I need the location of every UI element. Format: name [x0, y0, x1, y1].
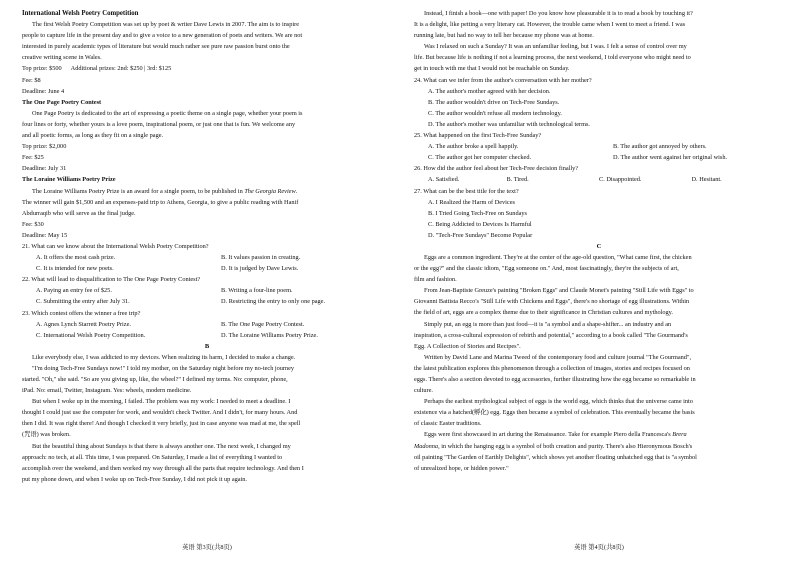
- passage-b-text: life. But because life is nothing if not a learning process, the next weekend, I told everyone who might need to: [414, 54, 691, 62]
- q27-option-a: A. I Realized the Harm of Devices: [428, 198, 515, 206]
- passage-b-text: Like everybody else, I was addicted to my devices. When realizing its harm, I decided to make a change.: [32, 353, 296, 361]
- onepage-text: One Page Poetry is dedicated to the art of expressing a poetic theme on a single page, whether your poem is: [32, 109, 303, 117]
- passage-b-text: (咒语) was broken.: [22, 431, 71, 439]
- passage-c-text: Simply put, an egg is more than just food—it is "a symbol and a shape-shifter... an industry and an: [424, 320, 672, 328]
- onepage-title: The One Page Poetry Contest: [22, 98, 102, 106]
- loraine-text-end: .: [295, 187, 298, 195]
- passage-b-text: accomplish over the weekend, and then worked my way through all the parts that require technology. And then I: [22, 464, 304, 472]
- passage-c-text: oil painting "The Garden of Earthly Delights", which shows yet another floating unhatched egg that is "a symbol: [414, 453, 697, 461]
- welsh-top-prize: Top prize: $500 Additional prizes: 2nd: $250 | 3rd: $125: [22, 65, 172, 73]
- q24-option-d: D. The author's mother was unfamiliar with technological terms.: [428, 120, 590, 128]
- passage-a-text: interested in purely academic types of literature but would much rather see pure raw passion burst onto the: [22, 43, 290, 51]
- q22-option-d: D. Restricting the entry to only one page.: [221, 298, 326, 306]
- loraine-fee: Fee: $30: [22, 220, 44, 228]
- journal-name: The Georgia Review: [244, 187, 296, 195]
- passage-c-text: or the egg?" and the classic idiom, "Egg someone on." And, most fascinatingly, they're the subjects of art,: [414, 265, 679, 273]
- passage-b-text: then I did. It was right there! And though I checked it very briefly, just in case anyone was mad at me, the spell: [22, 420, 301, 428]
- q21-option-a: A. It offers the most cash prize.: [36, 254, 116, 262]
- passage-c-text-start: Eggs were first showcased in art during the Renaissance. Take for example Piero della Francesca's: [424, 431, 673, 439]
- passage-c-text: the latest publication explores this phenomenon through a collection of images, stories and recipes focused on: [414, 364, 690, 372]
- passage-c-text: culture.: [414, 387, 433, 395]
- q26-option-d: D. Hesitant.: [691, 176, 722, 184]
- page-footer-4: 英语 第4页(共8页): [574, 544, 624, 551]
- passage-b-text: put my phone down, and when I woke up on Tech-Free Sunday, I did not pick it up again.: [22, 475, 247, 483]
- loraine-text-start: The Loraine Williams Poetry Prize is an award for a single poem, to be published in: [32, 187, 245, 195]
- page-footer-3: 英语 第3页(共8页): [182, 544, 232, 551]
- welsh-fee: Fee: $8: [22, 76, 41, 84]
- passage-c-text: existence via a hatched(孵化) egg. Eggs then became a symbol of celebration. This eventually became the basis: [414, 409, 695, 417]
- q27-option-c: C. Being Addicted to Devices Is Harmful: [428, 220, 532, 228]
- onepage-text: and all poetic forms, as long as they fit on a single page.: [22, 132, 164, 140]
- passage-b-text: Instead, I finish a book—one with paper! Do you know how pleasurable it is to read a book by touching it?: [424, 10, 693, 17]
- q27-option-d: D. "Tech-Free Sundays" Become Popular: [428, 231, 533, 239]
- q22-options: [22, 296, 392, 307]
- passage-b-text: Was I relaxed on such a Sunday? It was an unfamiliar feeling, but I was. I felt a sense of control over my: [424, 43, 687, 51]
- q25-option-c: C. The author got her computer checked.: [428, 154, 532, 162]
- loraine-text: The winner will gain $1,500 and an expenses-paid trip to Athens, Georgia, to give a public reading with Hanif: [22, 198, 299, 206]
- q25-option-a: A. The author broke a spell happily.: [428, 143, 519, 151]
- passage-c-text-cont: , in which the hanging egg is a symbol of both creation and purity. There's also Hieronymous Bosch's: [438, 442, 693, 450]
- q23-option-c: C. International Welsh Poetry Competition.: [36, 331, 146, 339]
- q22-option-a: A. Paying an entry fee of $25.: [36, 287, 112, 295]
- question-23: 23. Which contest offers the winner a free trip?: [22, 309, 141, 317]
- question-27: 27. What can be the best title for the text?: [414, 187, 519, 195]
- q21-option-c: C. It is intended for new poets.: [36, 265, 114, 273]
- q25-options: [414, 141, 784, 152]
- passage-b-text: But the beautiful thing about Sundays is that there is always another one. The next week, I changed my: [32, 442, 291, 450]
- passage-c-text: [414, 441, 784, 452]
- passage-a-title: International Welsh Poetry Competition: [22, 10, 139, 17]
- q27-option-b: B. I Tried Going Tech-Free on Sundays: [428, 209, 527, 217]
- passage-c-text: Written by David Lane and Marina Tweed of the contemporary food and culture journal "The Gourmand",: [424, 353, 692, 361]
- painting-title-madonna: Madonna: [414, 442, 439, 450]
- passage-c-text: of classic Easter traditions.: [414, 420, 482, 428]
- q24-option-c: C. The author wouldn't refuse all modern technology.: [428, 109, 562, 117]
- passage-c-text: From Jean-Baptiste Greuze's painting "Broken Eggs" and Claude Monet's painting "Still Life with Eggs" to: [424, 287, 694, 295]
- q26-option-c: C. Disappointed.: [599, 176, 642, 184]
- welsh-deadline: Deadline: June 4: [22, 87, 65, 95]
- q21-options: [22, 252, 392, 263]
- section-b-heading: B: [204, 342, 210, 350]
- passage-a-text: people to capture life in the present day and to give a voice to a new generation of poets and writers. We are not: [22, 32, 303, 40]
- q24-option-a: A. The author's mother agreed with her decision.: [428, 87, 551, 95]
- q22-options: [22, 285, 392, 296]
- q22-option-c: C. Submitting the entry after July 31.: [36, 298, 130, 306]
- passage-b-text: iPad. No: email, Twitter, Instagram. Yes: wheels, modern medicine.: [22, 387, 192, 395]
- passage-c-text: inspiration, a cross-cultural expression of rebirth and potential," according to a book called "The Gourmand's: [414, 331, 688, 339]
- passage-b-text: thought I could just use the computer for work, and wouldn't check Twitter. And I didn't, for many hours. And: [22, 409, 298, 417]
- q25-options: [414, 152, 784, 163]
- q26-option-b: B. Tired.: [506, 176, 529, 184]
- passage-c-text: the field of art, eggs are a complex theme due to their significance in Christian cultures and mythology.: [414, 309, 673, 317]
- q25-option-b: B. The author got annoyed by others.: [613, 143, 707, 151]
- q26-options: [414, 174, 784, 185]
- page-3: [22, 8, 392, 555]
- q25-option-d: D. The author went against her original wish.: [613, 154, 728, 162]
- question-26: 26. How did the author feel about her Tech-Free decision finally?: [414, 165, 579, 173]
- q21-options: [22, 263, 392, 274]
- question-21: 21. What can we know about the International Welsh Poetry Competition?: [22, 242, 209, 250]
- passage-a-text: creative writing scene in Wales.: [22, 54, 102, 62]
- q23-options: [22, 330, 392, 341]
- q24-option-b: B. The author wouldn't drive on Tech-Free Sundays.: [428, 98, 560, 106]
- q23-options: [22, 319, 392, 330]
- passage-c-text: Giovanni Battista Recco's "Still Life with Chickens and Eggs", there's no shortage of egg illustrations. Within: [414, 298, 690, 306]
- passage-b-text: get in touch with me that I would not be reachable on Sunday.: [414, 65, 570, 73]
- loraine-text: Abdurraqib who will serve as the final judge.: [22, 209, 136, 217]
- passage-c-text: [414, 429, 784, 440]
- page-4: [414, 8, 784, 555]
- q26-option-a: A. Satisfied.: [428, 176, 460, 184]
- passage-c-text: Perhaps the earliest mythological subject of eggs is the world egg, which thinks that the universe came into: [424, 398, 693, 406]
- section-c-heading: C: [596, 242, 602, 250]
- q23-option-d: D. The Loraine Williams Poetry Prize.: [221, 331, 318, 339]
- question-24: 24. What can we infer from the author's conversation with her mother?: [414, 76, 592, 84]
- onepage-deadline: Deadline: July 31: [22, 165, 67, 173]
- question-25: 25. What happened on the first Tech-Free Sunday?: [414, 132, 542, 140]
- loraine-deadline: Deadline: May 15: [22, 231, 68, 239]
- onepage-top-prize: Top prize: $2,000: [22, 143, 67, 151]
- passage-a-text: The first Welsh Poetry Competition was set up by poet & writer Dave Lewis in 2007. The aim is to inspire: [32, 21, 300, 29]
- passage-c-text: film and fashion.: [414, 276, 457, 284]
- passage-c-text: of unrealized hope, or hidden power.": [414, 464, 509, 472]
- q21-option-b: B. It values passion in creating.: [221, 254, 301, 262]
- passage-c-text: Eggs are a common ingredient. They're at the center of the age-old question, "What came first, the chicken: [424, 253, 692, 261]
- passage-b-text: running late, but had no way to tell her because my phone was at home.: [414, 32, 594, 40]
- q23-option-a: A. Agnes Lynch Starrett Poetry Prize.: [36, 320, 131, 328]
- onepage-fee: Fee: $25: [22, 154, 44, 162]
- q21-option-d: D. It is judged by Dave Lewis.: [221, 265, 299, 273]
- onepage-text: four lines or forty, whether yours is a love poem, inspirational poem, or just one that is fun. We welcome any: [22, 120, 296, 128]
- passage-b-text: "I'm doing Tech-Free Sundays now!" I told my mother, on the Saturday night before my no-tech journey: [32, 364, 295, 372]
- question-22: 22. What will lead to disqualification to The One Page Poetry Contest?: [22, 276, 201, 284]
- painting-title-brera: Brera: [672, 431, 687, 439]
- passage-b-text: But when I woke up in the morning, I failed. The problem was my work: I needed to meet a deadline. I: [32, 398, 291, 406]
- loraine-title: The Loraine Williams Poetry Prize: [22, 176, 116, 184]
- q23-option-b: B. The One Page Poetry Contest.: [221, 320, 305, 328]
- passage-b-text: started. "Oh," she said. "So are you giving up, like, the wheel?" I defined my terms. No: computer, phone,: [22, 376, 288, 383]
- passage-c-text: eggs. There's also a section devoted to egg accessories, further illustrating how the egg became so remarkable in: [414, 376, 696, 383]
- q22-option-b: B. Writing a four-line poem.: [221, 287, 293, 295]
- passage-b-text: It is a delight, like petting a very literary cat. However, the trouble came when I went to meet a friend. I was: [414, 21, 686, 29]
- passage-c-text: Egg. A Collection of Stories and Recipes".: [414, 342, 521, 350]
- loraine-text: [22, 186, 392, 197]
- passage-b-text: approach: no tech, at all. This time, I was prepared. On Saturday, I made a list of everything I wanted to: [22, 453, 283, 461]
